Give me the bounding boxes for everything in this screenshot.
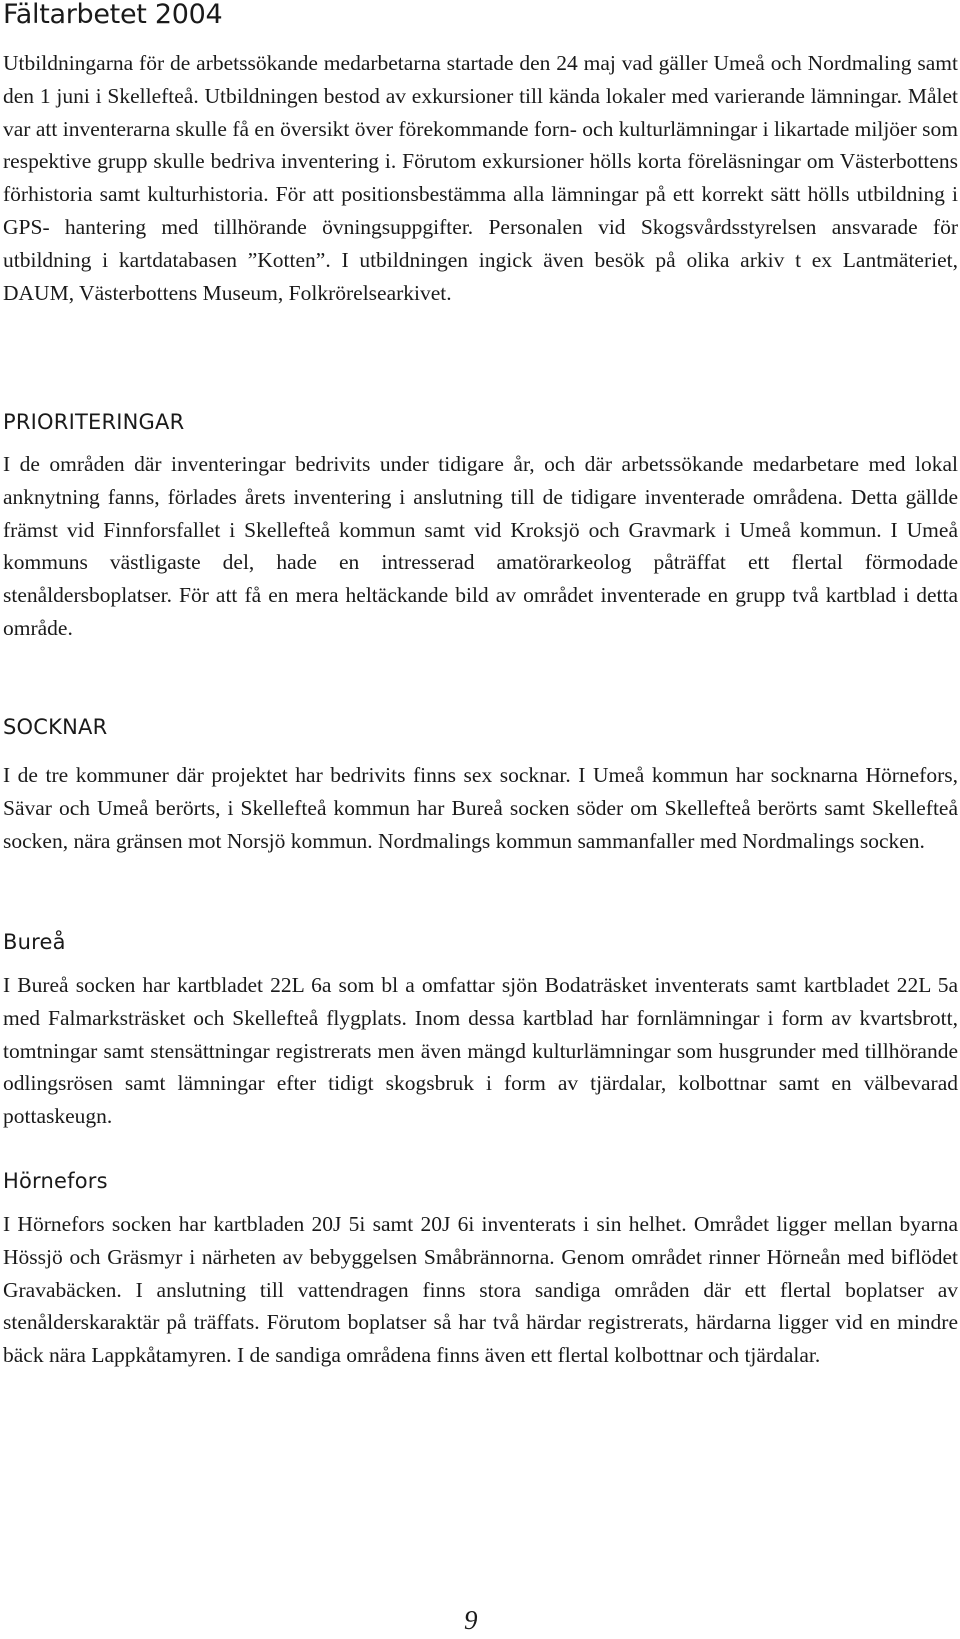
section-text-prioriteringar: I de områden där inventeringar bedrivits under tidigare år, och där arbetssökande medarbetare med lokal anknytning fanns, förlades årets inventering i anslutning till de tidigare inventerade områdena. Detta gällde främst vid Finnforsfallet i Skellefteå kommun samt vid Kroksjö och Gravmark i Umeå kommun. I Umeå kommuns västligaste del, hade en intresserad amatörarkeolog påträffat ett flertal förmodade stenåldersboplatser. För att få en mera heltäckande bild av området inventerade en grupp två kartblad i detta område.: [3, 452, 958, 640]
section-heading-hornefors: Hörnefors: [3, 1169, 108, 1193]
section-text-socknar: I de tre kommuner där projektet har bedrivits finns sex socknar. I Umeå kommun har socknarna Hörnefors, Sävar och Umeå berörts, i Skellefteå kommun har Bureå socken söder om Skellefteå berörts samt Skellefteå socken, nära gränsen mot Norsjö kommun. Nordmalings kommun sammanfaller med Nordmalings socken.: [3, 763, 958, 853]
page-number: 9: [464, 1605, 478, 1635]
section-heading-prioriteringar: PRIORITERINGAR: [3, 410, 185, 434]
page-title: Fältarbetet 2004: [3, 0, 223, 30]
section-text-hornefors: I Hörnefors socken har kartbladen 20J 5i samt 20J 6i inventerats i sin helhet. Området ligger mellan byarna Hössjö och Gräsmyr i närheten av bebyggelsen Småbrännorna. Genom området rinner Hörneån med biflödet Gravabäcken. I anslutning till vattendragen finns stora sandiga områden där ett flertal boplatser av stenålderskaraktär på träffats. Förutom boplatser så har två härdar registrerats, härdarna ligger vid en mindre bäck nära Lappkåtamyren. I de sandiga områdena finns även ett flertal kolbottnar och tjärdalar.: [3, 1212, 958, 1368]
section-heading-socknar: SOCKNAR: [3, 715, 108, 739]
section-text-bureaa: I Bureå socken har kartbladet 22L 6a som bl a omfattar sjön Bodaträsket inventerats samt kartbladet 22L 5a med Falmarksträsket och Skellefteå flygplats. Inom dessa kartblad har fornlämningar i form av kvartsbrott, tomtningar samt stensättningar registrerats men även mängd kulturlämningar som husgrunder med tillhörande odlingsrösen samt lämningar efter tidigt skogsbruk i form av tjärdalar, kolbottnar samt en välbevarad pottaskeugn.: [3, 973, 958, 1129]
intro-paragraph: Utbildningarna för de arbetssökande medarbetarna startade den 24 maj vad gäller Umeå och Nordmaling samt den 1 juni i Skellefteå. Utbildningen bestod av exkursioner till kända lokaler med varierande lämningar. Målet var att inventerarna skulle få en översikt över förekommande forn- och kulturlämningar i likartade miljöer som respektive grupp skulle bedriva inventering i. Förutom exkursioner hölls korta föreläsningar om Västerbottens förhistoria samt kulturhistoria. För att positionsbestämma alla lämningar på ett korrekt sätt hölls utbildning i GPS- hantering med tillhörande övningsuppgifter. Personalen vid Skogsvårdsstyrelsen ansvarade för utbildning i kartdatabasen ”Kotten”. I utbildningen ingick även besök på olika arkiv t ex Lantmäteriet, DAUM, Västerbottens Museum, Folkrörelsearkivet.: [3, 51, 958, 305]
section-heading-bureaa: Bureå: [3, 930, 66, 954]
